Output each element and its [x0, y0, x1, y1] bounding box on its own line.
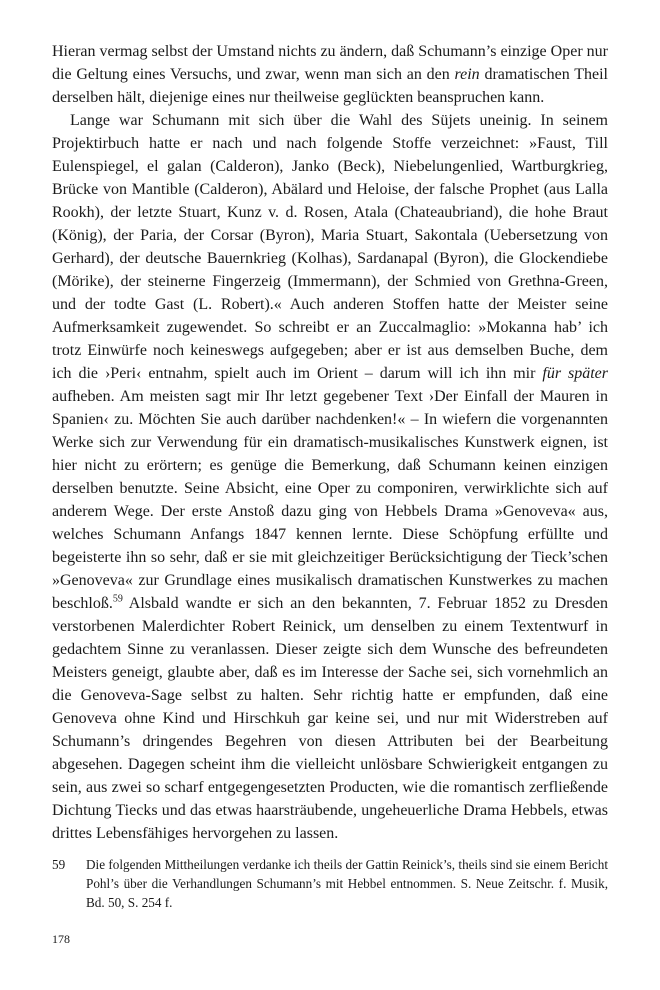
main-text [52, 40, 608, 845]
paragraph-2 [52, 109, 608, 845]
page-number: 178 [52, 932, 70, 946]
footnote [52, 855, 608, 912]
footnote-number: 59 [52, 857, 66, 872]
footnote-reference: 59 [112, 593, 123, 605]
emphasis-rein: rein [454, 66, 480, 83]
paragraph-2-text: Lange war Schumann mit sich über die Wahl des Süjets uneinig. In seinem Projektirbuch hatte er nach und nach folgende Stoffe verzeichnet: »Faust, Till Eulenspiegel, el galan (Calderon), Janko (Beck), Niebelungenlied, Wartburgkrieg, Brücke von Mantible (Calderon), Abälard und Heloise, der falsche Prophet (aus Lalla Rookh), der letzte Stuart, Kunz v. d. Rosen, Atala (Chateaubriand), die hohe Braut (König), der Paria, der Corsar (Byron), Maria Stuart, Sakontala (Uebersetzung von Gerhard), der deutsche Bauernkrieg (Kolhas), Sardanapal (Byron), die Glockendiebe (Mörike), der steinerne Fingerzeig (Immermann), der Schmied von Grethna-Green, und der todte Gast (L. Robert).« Auch anderen Stoffen hatte der Meister seine Aufmerksamkeit zugewendet. So schreibt er an Zuccalmaglio: »Mokanna hab’ ich trotz Einwürfe noch keineswegs aufgegeben; aber er ist aus demselben Buche, dem ich die ›Peri‹ entnahm, spielt auch im Orient – darum will ich ihn mir für später aufheben. Am meisten sagt mir Ihr letzt gegebener Text ›Der Einfall der Mauren in Spanien‹ zu. Möchten Sie auch darüber nachdenken!« – In wiefern die vorgenannten Werke sich zur Verwendung für ein dramatisch-musikalisches Kunstwerk eignen, ist hier nicht zu erörtern; es genüge die Bemerkung, daß Schumann keinen einzigen derselben benutzte. Seine Absicht, eine Oper zu componiren, verwirklichte sich auf anderem Wege. Der erste Anstoß dazu ging von Hebbels Drama »Genoveva« aus, welches Schumann Anfangs 1847 kennen lernte. Diese Schöpfung erfüllte und begeisterte ihn so sehr, daß er sie mit gleichzeitiger Berücksichtigung der Tieck’schen »Genoveva« zur Grundlage eines musikalisch dramatischen Kunstwerkes zu machen beschloß.$^{59}$ Alsbald wandte er sich an den bekannten, 7. Februar 1852 zu Dresden verstorbenen Malerdichter Robert Reinick, um denselben zu einem Textentwurf in gedachtem Sinne zu veranlassen. Dieser zeigte sich dem Wunsche des befreundeten Meisters geneigt, glaubte aber, daß es im Interesse der Sache sei, sich vornehmlich an die Genoveva-Sage selbst zu halten. Sehr richtig hatte er empfunden, daß eine Genoveva ohne Kind und Hirschkuh gar keine sei, und nur mit Widerstreben auf Schumann’s dringendes Begehren von diesen Attributen bei der Bearbeitung abgesehen. Dagegen scheint ihm die vielleicht unlösbare Schwierigkeit entgangen zu sein, aus zwei so scharf entgegengesetzten Producten, wie die romantisch zerfließende Dichtung Tiecks und das etwas haarsträubende, ungeheuerliche Drama Hebbels, etwas drittes Lebensfähiges hervorgehen zu lassen. [52, 112, 609, 842]
paragraph-1-text: Hieran vermag selbst der Umstand nichts zu ändern, daß Schumann’s einzige Oper nur die Geltung eines Versuchs, und zwar, wenn man sich an den rein dramatischen Theil derselben hält, diejenige eines nur theilweise geglückten beanspruchen kann. [52, 43, 608, 106]
emphasis-fuer-spaeter: für später [542, 365, 609, 382]
footnote-text: Die folgenden Mittheilungen verdanke ich theils der Gattin Reinick’s, theils sind sie einem Bericht Pohl’s über die Verhandlungen Schumann’s mit Hebbel entnommen. S. Neue Zeitschr. f. Musik, Bd. 50, S. 254 f. [86, 857, 608, 910]
paragraph-1 [52, 40, 608, 109]
